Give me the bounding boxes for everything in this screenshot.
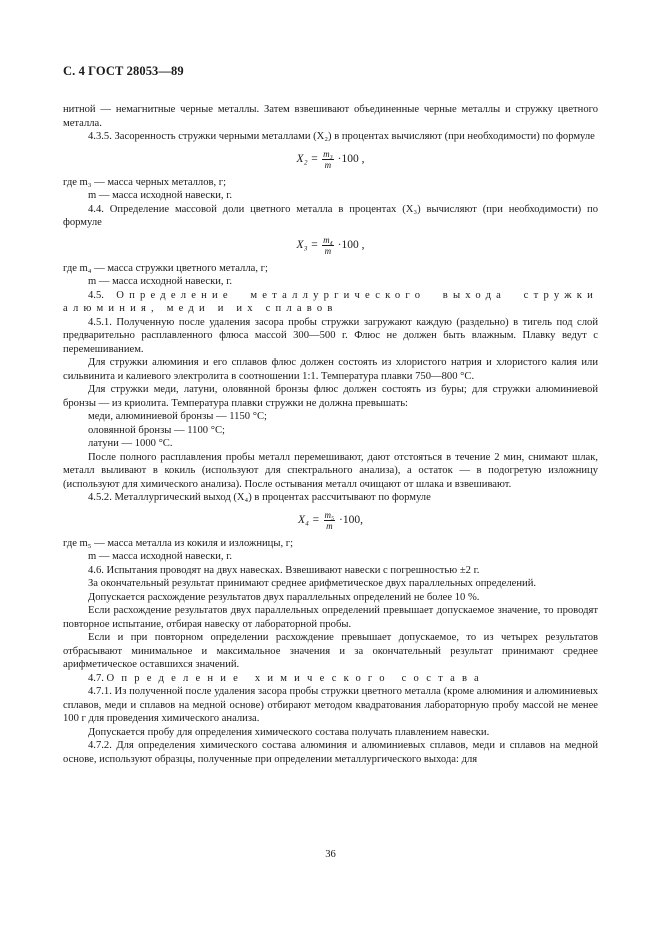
definition-line: m — масса исходной навески, г.: [88, 276, 233, 287]
formula-numerator: m₅: [324, 509, 335, 520]
page-number: 36: [325, 849, 336, 860]
paragraph: Для стружки алюминия и его сплавов флюс должен состоять из хлористого натрия и хлористого калия или сильвинита и калиевого электролита в соотношении 1:1. Температура плавки 750—800 °С.: [63, 357, 598, 382]
formula-fraction: [324, 510, 336, 531]
paragraph-4-6: 4.6. Испытания проводят на двух навесках. Взвешивают навески с погрешностью ±2 г.: [88, 564, 480, 576]
document-page: [63, 64, 598, 766]
list-line: оловянной бронзы — 1100 °С;: [88, 424, 225, 436]
definition-line: где m₃ — масса черных металлов, г;: [63, 176, 227, 188]
paragraph: Для стружки меди, латуни, оловянной бронзы флюс должен состоять из буры; для стружки алюминиевой бронзы — из криолита. Температура плавки стружки не должна превышать:: [63, 384, 598, 409]
formula-x4: [63, 510, 598, 531]
paragraph-4-5-2: 4.5.2. Металлургический выход (X₄) в процентах рассчитывают по формуле: [88, 492, 431, 503]
paragraph: Допускается расхождение результатов двух параллельных определений не более 10 %.: [88, 591, 480, 603]
paragraph: Если расхождение результатов двух параллельных определений превышает допускаемое значение, то проводят повторное испытание, отбирая навеску от лабораторной пробы.: [63, 605, 598, 630]
section-number: 4.7.: [88, 672, 107, 684]
paragraph-4-3-5: 4.3.5. Засоренность стружки черными металлами (X₂) в процентах вычисляют (при необходимости) по формуле: [88, 131, 595, 142]
formula-fraction: [322, 235, 334, 256]
formula-numerator: m₄: [323, 234, 333, 245]
paragraph: Если и при повторном определении расхождение превышает допускаемое, то из четырех результатов отбрасывают минимальное и максимальное значения и за окончательный результат принимают среднее арифметическое оставшихся значений.: [63, 632, 598, 670]
formula-denominator: m: [324, 159, 332, 170]
definition-line: m — масса исходной навески, г.: [88, 190, 233, 201]
section-title: Определение металлургического выхода стружки алюминия, меди и их сплавов: [63, 289, 598, 314]
paragraph-4-7-2: 4.7.2. Для определения химического состава алюминия и алюминиевых сплавов, меди и сплавов на медной основе, используют образцы, полученные при определении металлургического выхода: для: [63, 740, 598, 765]
list-line: латуни — 1000 °С.: [88, 438, 173, 449]
definition-line: m — масса исходной навески, г.: [88, 551, 233, 562]
paragraph-4-4: 4.4. Определение массовой доли цветного металла в процентах (X₃) вычисляют (при необходимости) по формуле: [63, 203, 598, 228]
formula-lhs: X₃ =: [296, 238, 319, 251]
formula-denominator: m: [324, 245, 332, 256]
definition-line: где m₄ — масса стружки цветного металла, г;: [63, 262, 268, 274]
formula-rest: ·100,: [339, 513, 364, 526]
formula-lhs: X₄ =: [297, 513, 320, 526]
section-title: Определение химического состава: [106, 672, 486, 684]
section-heading-4-7: [63, 672, 598, 686]
formula-x2: [63, 149, 598, 170]
section-heading-4-5: [63, 289, 598, 316]
formula-rest: ·100 ,: [337, 152, 365, 165]
list-line: меди, алюминиевой бронзы — 1150 °С;: [88, 411, 267, 422]
page-header: С. 4 ГОСТ 28053—89: [63, 64, 184, 78]
section-number: 4.5.: [88, 289, 117, 301]
paragraph-4-7-1: 4.7.1. Из полученной после удаления засора пробы стружки цветного металла (кроме алюминия и алюминиевых сплавов, меди и сплавов на медной основе) отбирают методом квадратования лабораторную пробу массой не менее 100 г для проведения химического анализа.: [63, 686, 598, 724]
formula-x3: [63, 235, 598, 256]
paragraph: За окончательный результат принимают среднее арифметическое двух параллельных определений.: [88, 578, 537, 589]
paragraph: После полного расплавления пробы металл перемешивают, дают отстояться в течение 2 мин, снимают шлак, металл выливают в кокиль (используют для спектрального анализа), а остаток — в подогретую изложницу (используют для химического анализа). После остывания металл очищают от шлака и взвешивают.: [63, 451, 598, 490]
paragraph: нитной — немагнитные черные металлы. Затем взвешивают объединенные черные металлы и стружку цветного металла.: [63, 104, 598, 129]
formula-rest: ·100 ,: [337, 238, 365, 251]
formula-denominator: m: [326, 520, 333, 531]
definition-line: где m₅ — масса металла из кокиля и изложницы, г;: [63, 537, 294, 549]
formula-numerator: m₃: [323, 148, 333, 159]
formula-lhs: X₂ =: [296, 152, 319, 165]
paragraph-4-5-1: 4.5.1. Полученную после удаления засора пробы стружки загружают каждую (раздельно) в тигель под слой предварительно расплавленного флюса массой 300—500 г. Флюс не должен быть влажным. Плавку ведут с перемешиванием.: [63, 316, 598, 355]
paragraph: Допускается пробу для определения химического состава получать плавлением навески.: [88, 726, 490, 738]
formula-fraction: [322, 149, 334, 170]
